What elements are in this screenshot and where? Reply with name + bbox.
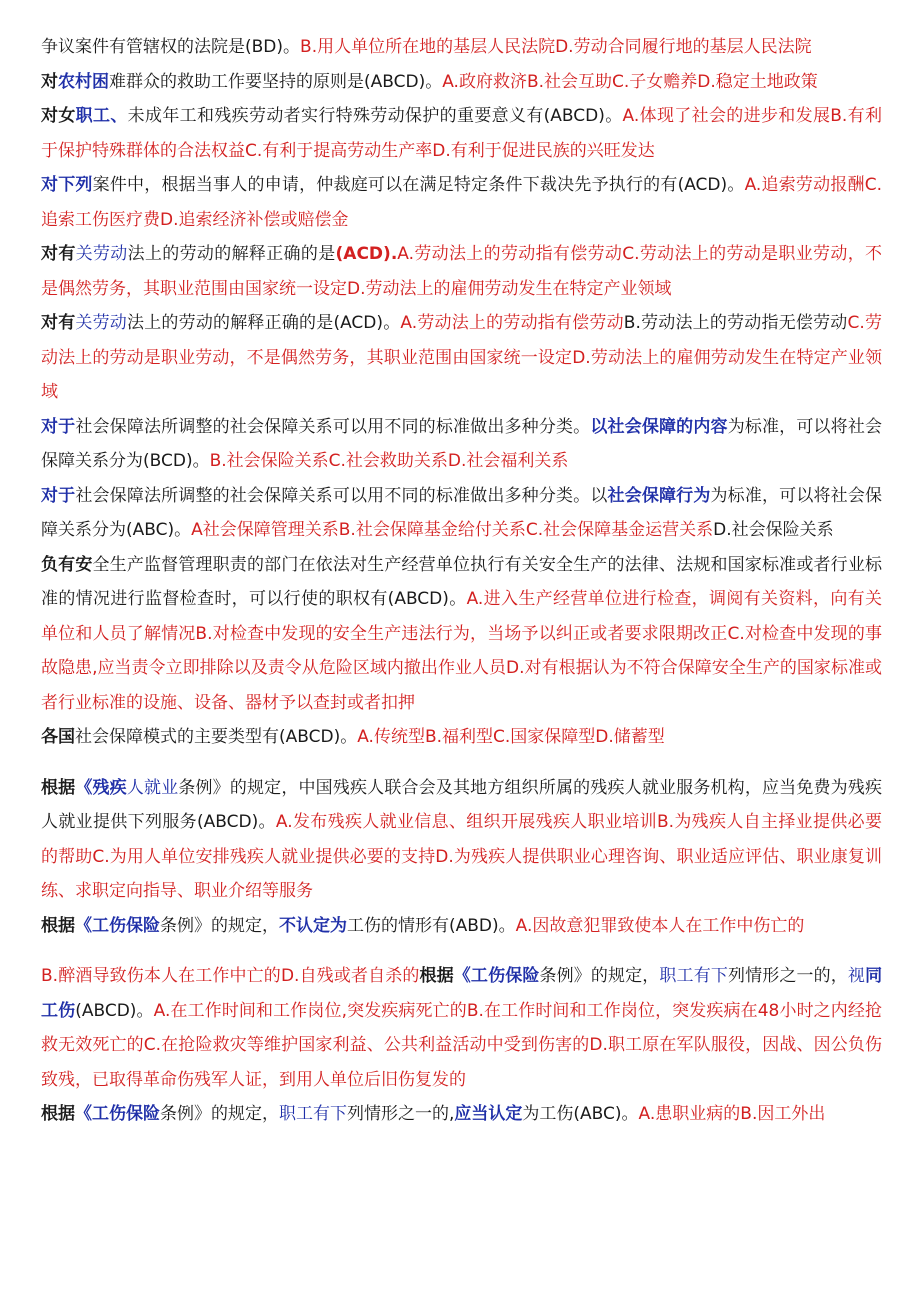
answer-text: B.醉酒导致伤本人在工作中亡的D.自残或者自杀的 bbox=[41, 966, 420, 986]
keyword-highlight: 不认定为 bbox=[279, 915, 347, 936]
question-text: 全生产监督管理职责的部门在依法对生产经营单位执行有关安全生产的法律、法规和国家标准或者行业标准的情况进行监督检查时，可以行使的职权有(ABCD)。 bbox=[41, 554, 882, 609]
question-text: 条例》的规定， bbox=[160, 1104, 279, 1124]
answer-text: B.用人单位所在地的基层人民法院D.劳动合同履行地的基层人民法院 bbox=[300, 37, 812, 57]
answer-text: A.因故意犯罪致使本人在工作中伤亡的 bbox=[515, 915, 805, 936]
question-text: 社会保障模式的主要类型有(ABCD)。 bbox=[75, 727, 358, 747]
keyword-highlight: 《工伤保险 bbox=[75, 1104, 160, 1124]
question-text: 社会保障法所调整的社会保障关系可以用不同的标准做出多种分类。 bbox=[75, 416, 591, 437]
answer-text: A.政府救济B.社会互助C.子女赡养D.稳定土地政策 bbox=[442, 71, 818, 92]
lead-keyword: 根据 bbox=[419, 966, 454, 986]
answer-text: A.传统型B.福利型C.国家保障型D.储蓄型 bbox=[357, 727, 665, 747]
keyword-highlight: 职工有下 bbox=[279, 1104, 347, 1124]
question-text: 案件中，根据当事人的申请，仲裁庭可以在满足特定条件下裁决先予执行的有(ACD)。 bbox=[92, 175, 745, 195]
keyword-highlight: 对于 bbox=[41, 416, 76, 437]
qa-item bbox=[41, 306, 882, 410]
keyword-highlight: 同工伤 bbox=[41, 966, 883, 1021]
qa-item bbox=[41, 479, 882, 548]
answer-text: A.患职业病的B.因工外出 bbox=[638, 1104, 826, 1124]
question-text: 为标准，可以将社会保障关系分为(BCD)。 bbox=[41, 416, 883, 471]
answer-text: A.发布残疾人就业信息、组织开展残疾人职业培训B.为残疾人自主择业提供必要的帮助C.为用人单位安排残疾人就业提供必要的支持D.为残疾人提供职业心理咨询、职业适应评估、职业康复训练、求职定向指导、职业介绍等服务 bbox=[41, 812, 882, 901]
lead-keyword: 对有 bbox=[41, 244, 76, 264]
lead-keyword: 对女 bbox=[41, 106, 76, 126]
question-text: 列情形之一的, bbox=[347, 1104, 455, 1124]
qa-item bbox=[41, 30, 882, 65]
lead-keyword: 对有 bbox=[41, 313, 76, 333]
keyword-highlight: 农村困 bbox=[58, 71, 109, 92]
question-text: 列情形之一的， bbox=[727, 966, 848, 986]
question-text: 难群众的救助工作要坚持的原则是(ABCD)。 bbox=[109, 71, 443, 92]
keyword-highlight: 职工、 bbox=[75, 106, 128, 126]
qa-item bbox=[41, 65, 882, 100]
keyword-highlight: 《工伤保险 bbox=[453, 966, 540, 986]
keyword-highlight: 对下列 bbox=[41, 175, 93, 195]
question-text: 法上的劳动的解释正确的是(ACD)。 bbox=[127, 313, 401, 333]
qa-item bbox=[41, 237, 882, 306]
question-text: B.劳动法上的劳动指无偿劳动 bbox=[623, 313, 848, 333]
lead-keyword: 负有安 bbox=[41, 554, 93, 575]
qa-item bbox=[41, 168, 882, 237]
keyword-highlight: 应当认定 bbox=[454, 1104, 523, 1124]
question-text: 条例》的规定，中国残疾人联合会及其地方组织所属的残疾人就业服务机构，应当免费为残疾人就业提供下列服务(ABCD)。 bbox=[41, 777, 883, 832]
keyword-highlight: 《工伤保险 bbox=[75, 915, 160, 936]
answer-text: (ACD). bbox=[335, 244, 398, 264]
qa-item bbox=[41, 410, 882, 479]
answer-text: A.追索劳动报酬C.追索工伤医疗费D.追索经济补偿或赔偿金 bbox=[41, 175, 883, 230]
keyword-highlight: 社会保障行为 bbox=[607, 485, 711, 506]
question-text: 法上的劳动的解释正确的是 bbox=[127, 244, 336, 264]
answer-text: A.体现了社会的进步和发展B.有利于保护特殊群体的合法权益C.有利于提高劳动生产率D.有利于促进民族的兴旺发达 bbox=[41, 106, 883, 161]
qa-item bbox=[41, 959, 882, 1097]
qa-item bbox=[41, 720, 882, 755]
question-text: 条例》的规定， bbox=[539, 966, 660, 986]
qa-item bbox=[41, 909, 882, 944]
question-text: 未成年工和残疾劳动者实行特殊劳动保护的重要意义有(ABCD)。 bbox=[127, 106, 623, 126]
qa-item bbox=[41, 771, 882, 909]
lead-keyword: 各国 bbox=[41, 727, 75, 747]
answer-text: C.劳动法上的劳动是职业劳动，不是偶然劳务，其职业范围由国家统一设定D.劳动法上的雇佣劳动发生在特定产业领域 bbox=[41, 313, 882, 402]
answer-text: A.在工作时间和工作岗位,突发疾病死亡的B.在工作时间和工作岗位，突发疾病在48小时之内经抢救无效死亡的C.在抢险救灾等维护国家利益、公共利益活动中受到伤害的D.职工原在军队服役，因战、因公负伤致残，已取得革命伤残军人证，到用人单位后旧伤复发的 bbox=[41, 1000, 882, 1090]
question-text: (ABCD)。 bbox=[75, 1000, 154, 1021]
answer-text: A.进入生产经营单位进行检查，调阅有关资料，向有关单位和人员了解情况B.对检查中发现的安全生产违法行为，当场予以纠正或者要求限期改正C.对检查中发现的事故隐患,应当责令立即排除以及责令从危险区域内撤出作业人员D.对有根据认为不符合保障安全生产的国家标准或者行业标准的设施、设备、器材予以查封或者扣押 bbox=[41, 589, 883, 713]
lead-keyword: 对 bbox=[41, 71, 58, 92]
keyword-highlight: 人就业 bbox=[126, 777, 179, 798]
question-text: 争议案件有管辖权的法院是(BD)。 bbox=[41, 37, 301, 57]
keyword-highlight: 视 bbox=[847, 966, 866, 986]
question-text: 社会保障法所调整的社会保障关系可以用不同的标准做出多种分类。以 bbox=[75, 485, 608, 506]
qa-item bbox=[41, 548, 882, 721]
answer-text: A社会保障管理关系B.社会保障基金给付关系C.社会保障基金运营关系 bbox=[191, 520, 714, 540]
keyword-highlight: 以社会保障的内容 bbox=[590, 416, 728, 437]
keyword-highlight: 职工有下 bbox=[659, 966, 728, 986]
question-text: 为工伤(ABC)。 bbox=[522, 1104, 639, 1124]
keyword-highlight: 关劳动 bbox=[75, 313, 128, 333]
keyword-highlight: 《残疾 bbox=[75, 777, 127, 798]
keyword-highlight: 关劳动 bbox=[75, 244, 128, 264]
question-text: 条例》的规定， bbox=[160, 915, 279, 936]
lead-keyword: 根据 bbox=[41, 1104, 75, 1124]
qa-list bbox=[41, 30, 882, 1132]
answer-text: A.劳动法上的劳动指有偿劳动 bbox=[400, 313, 624, 333]
lead-keyword: 根据 bbox=[41, 777, 76, 798]
answer-text: A.劳动法上的劳动指有偿劳动C.劳动法上的劳动是职业劳动，不是偶然劳务，其职业范围由国家统一设定D.劳动法上的雇佣劳动发生在特定产业领域 bbox=[41, 244, 883, 299]
lead-keyword: 根据 bbox=[41, 915, 75, 936]
keyword-highlight: 对于 bbox=[41, 485, 76, 506]
question-text: 为标准，可以将社会保障关系分为(ABC)。 bbox=[41, 485, 883, 540]
qa-item bbox=[41, 99, 882, 168]
question-text: 工伤的情形有(ABD)。 bbox=[347, 915, 516, 936]
answer-text: B.社会保险关系C.社会救助关系D.社会福利关系 bbox=[209, 451, 569, 471]
qa-item bbox=[41, 1097, 882, 1132]
question-text: D.社会保险关系 bbox=[713, 520, 834, 540]
